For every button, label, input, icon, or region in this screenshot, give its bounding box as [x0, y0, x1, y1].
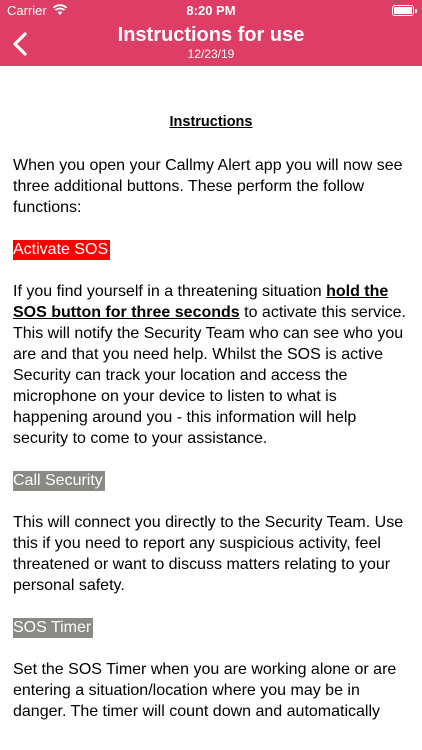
status-time: 8:20 PM	[186, 3, 236, 18]
activate-sos-text-before: If you find yourself in a threatening situation	[13, 283, 327, 300]
status-bar	[0, 0, 422, 22]
instructions-heading: Instructions	[169, 114, 253, 130]
activate-sos-label: Activate SOS	[13, 241, 109, 258]
carrier-label: Carrier	[7, 3, 47, 18]
intro-paragraph: When you open your Callmy Alert app you will now see three additional buttons. These perform the follow functions:	[13, 157, 403, 216]
navigation-bar	[0, 22, 422, 66]
activate-sos-text-after: to activate this service. This will notify the Security Team who can see who you are and that you need help. Whilst the SOS is active Security can track your location and access the microphone on your device to listen to what is happening around you - this information will help security to come to your assistance.	[13, 304, 406, 447]
instructions-content	[13, 112, 409, 743]
call-security-description: This will connect you directly to the Security Team. Use this if you need to report any suspicious activity, feel threatened or want to discuss matters relating to your personal safety.	[13, 514, 404, 594]
sos-timer-label: SOS Timer	[13, 619, 92, 636]
battery-icon	[392, 5, 414, 16]
page-title: Instructions for use	[117, 24, 305, 46]
sos-timer-description: Set the SOS Timer when you are working alone or are entering a situation/location where you may be in danger. The timer will count down and automatically	[13, 661, 397, 720]
activate-sos-description	[13, 281, 409, 449]
activate-sos-emphasis: hold the SOS button for three seconds	[13, 283, 389, 321]
call-security-label: Call Security	[13, 472, 103, 489]
page-date: 12/23/19	[187, 47, 235, 61]
